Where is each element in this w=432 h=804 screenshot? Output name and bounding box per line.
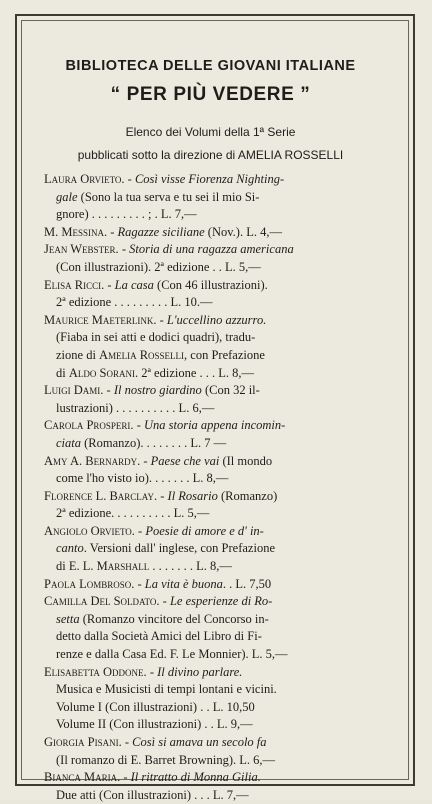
entry-line — [44, 752, 377, 770]
entry-text: - — [118, 242, 130, 257]
entry-text: (Con 32 il- — [201, 383, 260, 398]
entry-line — [44, 593, 377, 611]
entry-line — [44, 206, 377, 224]
entry-line — [44, 347, 377, 365]
book-title: ciata — [56, 435, 81, 450]
entry-text: - — [134, 523, 146, 538]
entry-line — [44, 171, 377, 189]
entry-line — [44, 716, 377, 734]
series-title: BIBLIOTECA DELLE GIOVANI ITALIANE — [65, 58, 356, 74]
entry-text: 2ª edizione . . . . . . . . . L. 10.— — [56, 295, 213, 310]
book-title: gale — [56, 189, 78, 204]
person-name: Marshall — [96, 559, 150, 574]
volume-entry — [44, 453, 377, 488]
entry-line — [44, 611, 377, 629]
entry-text: (Romanzo). . . . . . . . L. 7 — — [81, 435, 227, 450]
book-title: Ragazze siciliane — [117, 224, 205, 239]
entry-text: - — [107, 224, 118, 239]
intro-line-2: pubblicati sotto la direzione di AMELIA ROSSELLI — [77, 148, 344, 162]
entry-line — [44, 294, 377, 312]
author-name: Camilla Del Soldato. — [44, 594, 160, 609]
entry-text: lustrazioni) . . . . . . . . . . L. 6,— — [56, 400, 215, 415]
entry-text: - — [124, 172, 135, 186]
entry-text: (Nov.). L. 4,— — [204, 224, 282, 239]
entry-line — [44, 576, 377, 594]
entry-line — [44, 646, 377, 664]
book-title: Una storia appena incomin- — [143, 418, 286, 433]
entry-line — [44, 277, 377, 295]
author-name: Amy A. Bernardy. — [44, 453, 141, 468]
book-title: Le esperienze di Ro- — [169, 594, 273, 609]
entry-text: Volume I (Con illustrazioni) . . L. 10,50 — [56, 699, 255, 714]
volume-entry — [44, 417, 377, 452]
volume-list — [44, 171, 377, 804]
entry-text: Volume II (Con illustrazioni) . . L. 9,— — [56, 717, 253, 732]
entry-line — [44, 787, 377, 804]
entry-line — [44, 224, 377, 242]
entry-line — [44, 699, 377, 717]
entry-text: - — [156, 312, 167, 327]
book-title: Così visse Fiorenza Nighting- — [134, 172, 285, 186]
author-name: Laura Orvieto. — [44, 172, 125, 186]
entry-line — [44, 505, 377, 523]
book-title: canto — [56, 541, 84, 556]
entry-line — [44, 734, 377, 752]
entry-line — [44, 470, 377, 488]
book-title: Il Rosario — [167, 488, 218, 503]
entry-text: (Con illustrazioni). 2ª edizione . . L. 5,— — [56, 259, 261, 274]
entry-text: - — [121, 735, 133, 749]
entry-text: di — [56, 365, 69, 380]
entry-text: (Romanzo vincitore del Concorso in- — [79, 611, 269, 626]
entry-text: - — [133, 418, 144, 433]
entry-line — [44, 769, 377, 787]
entry-text: Due atti (Con illustrazioni) . . . L. 7,— — [56, 787, 249, 802]
entry-line — [44, 329, 377, 347]
intro-line-1: Elenco dei Volumi della 1ª Serie — [125, 125, 296, 139]
series-intro — [44, 122, 377, 165]
entry-text: zione di — [56, 347, 100, 362]
book-title: La casa — [114, 277, 154, 292]
book-title: Il nostro giardino — [113, 383, 202, 398]
book-title: La vita è buona — [144, 576, 223, 591]
entry-text: gnore) . . . . . . . . . ; . L. 7,— — [56, 207, 197, 222]
volume-entry — [44, 576, 377, 594]
author-name: Paola Lombroso. — [44, 576, 135, 591]
volume-entry — [44, 224, 377, 242]
author-name: Maurice Maeterlink. — [44, 312, 157, 327]
author-name: M. Messina. — [44, 224, 108, 239]
entry-text: (Il mondo — [219, 453, 273, 468]
entry-text: - — [103, 383, 114, 398]
entry-text: - — [104, 277, 115, 292]
volume-entry — [44, 734, 377, 769]
entry-text: - — [157, 488, 168, 503]
entry-text: . . L. 7,50 — [222, 576, 272, 591]
entry-line — [44, 382, 377, 400]
entry-text: renze e dalla Casa Ed. F. Le Monnier). L. 5,— — [56, 647, 288, 662]
volume-entry — [44, 523, 377, 576]
entry-line — [44, 488, 377, 506]
entry-line — [44, 558, 377, 576]
entry-line — [44, 189, 377, 207]
entry-text: - — [134, 576, 145, 591]
entry-line — [44, 400, 377, 418]
book-title: setta — [56, 611, 80, 626]
entry-text: - — [146, 664, 158, 679]
volume-entry — [44, 277, 377, 312]
entry-line — [44, 259, 377, 277]
volume-entry — [44, 488, 377, 523]
entry-text: . 2ª edizione . . . L. 8,— — [134, 365, 255, 380]
author-name: Bianca Maria. — [44, 770, 121, 785]
entry-text: - — [140, 453, 151, 468]
entry-text: - — [159, 594, 170, 609]
entry-line — [44, 312, 377, 330]
book-title: Così si amava un secolo fa — [132, 735, 267, 749]
book-title: Storia di una ragazza americana — [129, 242, 294, 257]
entry-line — [44, 453, 377, 471]
entry-line — [44, 664, 377, 682]
entry-text: - — [120, 770, 131, 785]
author-name: Carola Prosperi. — [44, 418, 134, 433]
author-name: Giorgia Pisani. — [44, 735, 122, 749]
person-name: Aldo Sorani — [68, 365, 135, 380]
author-name: Elisa Ricci. — [44, 277, 105, 292]
author-name: Luigi Dami. — [44, 383, 104, 398]
book-title: Paese che vai — [150, 453, 220, 468]
entry-line — [44, 681, 377, 699]
volume-entry — [44, 593, 377, 663]
entry-text: (Il romanzo di E. Barret Browning). L. 6,— — [56, 752, 276, 767]
person-name: Amelia Rosselli — [99, 347, 185, 362]
author-name: Jean Webster. — [44, 242, 119, 257]
entry-text: detto dalla Società Amici del Libro di Fi- — [56, 629, 262, 644]
entry-line — [44, 628, 377, 646]
entry-text: 2ª edizione. . . . . . . . . . L. 5,— — [56, 506, 210, 521]
author-name: Angiolo Orvieto. — [44, 523, 135, 538]
entry-text: (Fiaba in sei atti e dodici quadri), tradu- — [56, 330, 256, 345]
entry-text: di E. L. — [56, 559, 97, 574]
author-name: Elisabetta Oddone. — [44, 664, 147, 679]
book-title: Poesie di amore e d' in- — [145, 523, 264, 538]
entry-line — [44, 540, 377, 558]
book-title: Il ritratto di Monna Gilia. — [130, 770, 261, 785]
entry-text: . Versioni dall' inglese, con Prefazione — [83, 541, 275, 556]
volume-entry — [44, 664, 377, 734]
entry-line — [44, 417, 377, 435]
entry-text: . . . . . . . L. 8,— — [149, 559, 232, 574]
page-content — [44, 56, 377, 804]
entry-line — [44, 523, 377, 541]
entry-text: (Sono la tua serva e tu sei il mio Si- — [77, 189, 260, 204]
entry-text: Musica e Musicisti di tempi lontani e vicini. — [56, 682, 277, 697]
volume-entry — [44, 171, 377, 224]
volume-entry — [44, 241, 377, 276]
series-subtitle: “ PER PIÙ VEDERE ” — [110, 84, 311, 105]
entry-text: , con Prefazione — [184, 347, 265, 362]
book-title: Il divino parlare. — [157, 664, 243, 679]
volume-entry — [44, 312, 377, 382]
entry-line — [44, 365, 377, 383]
book-title: L'uccellino azzurro. — [166, 312, 267, 327]
volume-entry — [44, 769, 377, 804]
entry-text: (Con 46 illustrazioni). — [153, 277, 268, 292]
entry-text: come l'ho visto io). . . . . . . L. 8,— — [56, 471, 229, 486]
volume-entry — [44, 382, 377, 417]
entry-text: (Romanzo) — [217, 488, 278, 503]
entry-line — [44, 241, 377, 259]
author-name: Florence L. Barclay. — [44, 488, 158, 503]
entry-line — [44, 435, 377, 453]
